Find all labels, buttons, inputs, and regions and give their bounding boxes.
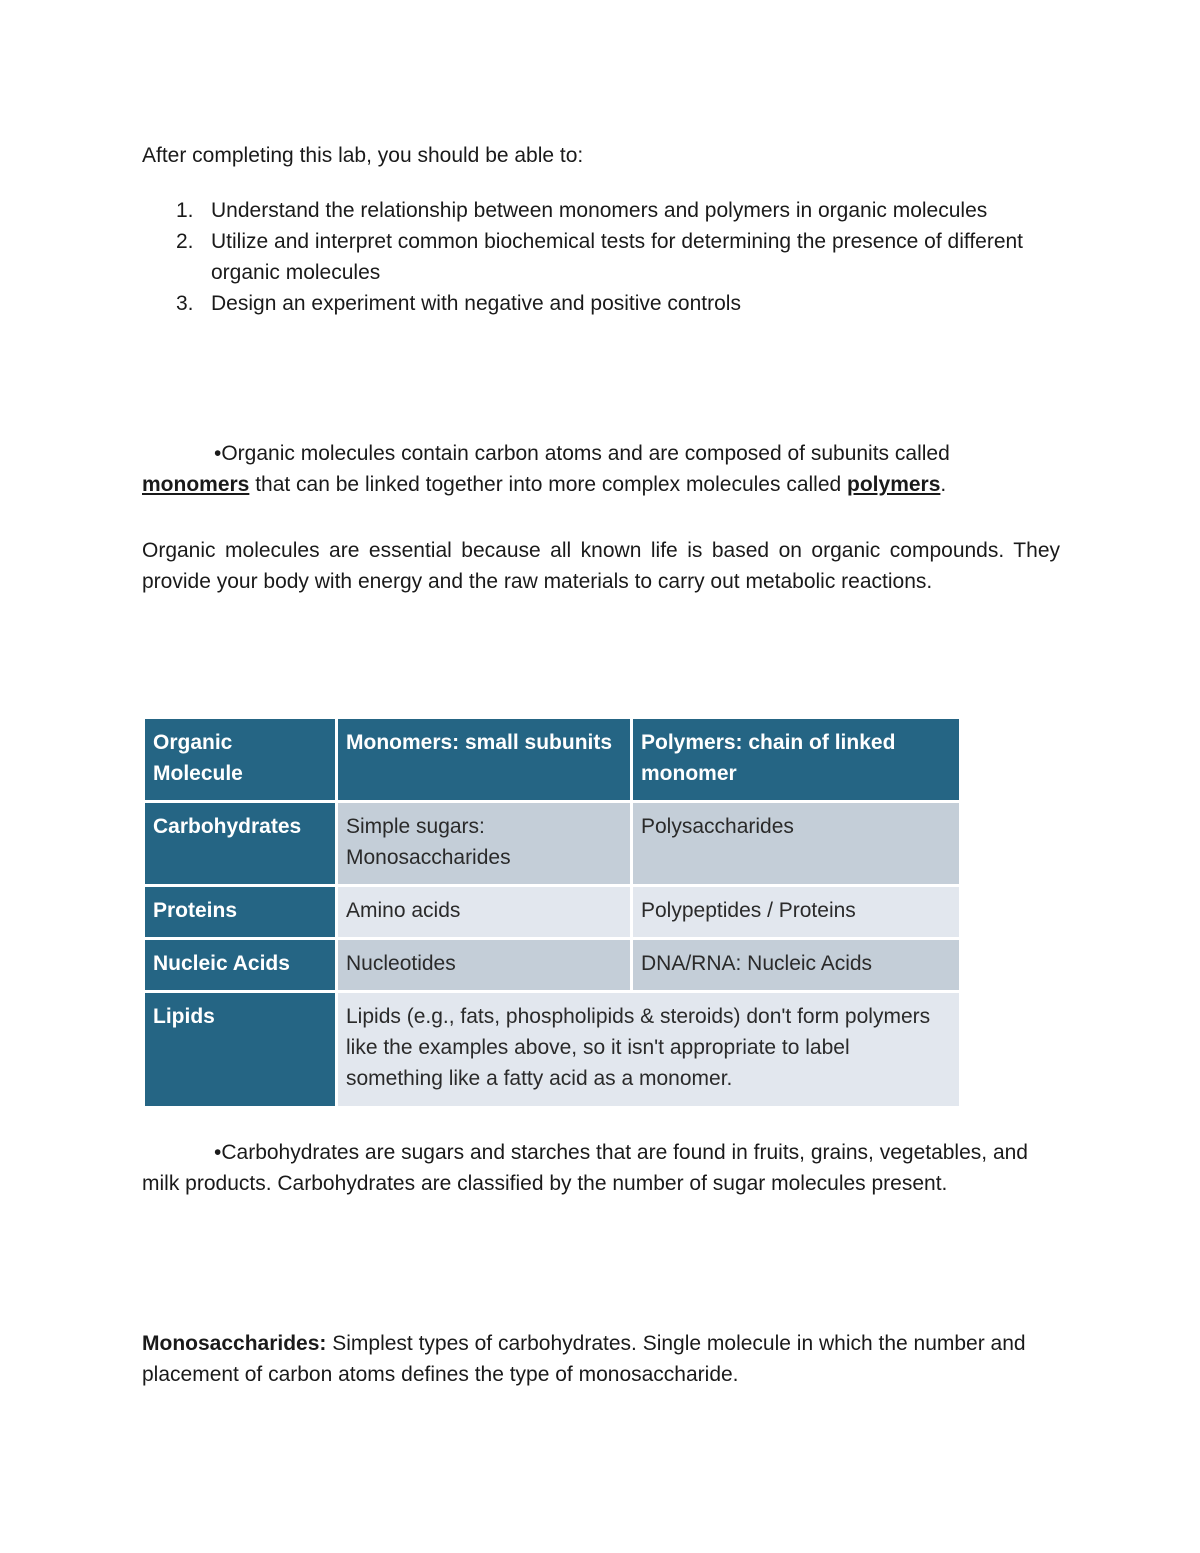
header-polymers: Polymers: chain of linked monomer bbox=[633, 719, 959, 800]
row-note-lipids: Lipids (e.g., fats, phospholipids & steroids) don't form polymers like the examples above, so it isn't appropriate to label something like a fatty acid as a monomer. bbox=[338, 993, 959, 1106]
objective-number: 3. bbox=[176, 292, 194, 315]
organic-molecules-paragraph: Organic molecules are essential because all known life is based on organic compounds. They provide your body with energy and the raw materials to carry out metabolic reactions. bbox=[142, 539, 1060, 593]
objective-text: Utilize and interpret common biochemical tests for determining the presence of different organic molecules bbox=[211, 230, 1024, 284]
term-polymers: polymers bbox=[847, 473, 941, 496]
objective-item bbox=[142, 288, 1062, 319]
row-molecule-lipids: Lipids bbox=[145, 993, 335, 1106]
row-monomer-carbohydrates: Simple sugars: Monosaccharides bbox=[338, 803, 630, 884]
paragraph3-text: •Carbohydrates are sugars and starches that are found in fruits, grains, vegetables, and milk products. Carbohydrates are classified by the number of sugar molecules present. bbox=[142, 1141, 1028, 1195]
organic-molecules-table bbox=[142, 716, 962, 1109]
table-header-row bbox=[145, 719, 959, 800]
table-row bbox=[145, 993, 959, 1106]
objective-text: Design an experiment with negative and positive controls bbox=[211, 292, 741, 315]
term-monosaccharides: Monosaccharides: bbox=[142, 1332, 327, 1355]
objectives-list bbox=[142, 195, 1062, 319]
row-monomer-nucleic-acids: Nucleotides bbox=[338, 940, 630, 990]
row-molecule-nucleic-acids: Nucleic Acids bbox=[145, 940, 335, 990]
term-monomers: monomers bbox=[142, 473, 250, 496]
table-row bbox=[145, 803, 959, 884]
objective-text: Understand the relationship between monomers and polymers in organic molecules bbox=[211, 199, 988, 222]
carbohydrates-paragraph bbox=[142, 1137, 1062, 1199]
row-monomer-proteins: Amino acids bbox=[338, 887, 630, 937]
intro-text: After completing this lab, you should be able to: bbox=[142, 144, 584, 167]
monomers-polymers-paragraph bbox=[142, 438, 1062, 500]
objective-number: 1. bbox=[176, 199, 194, 222]
header-organic-molecule: Organic Molecule bbox=[145, 719, 335, 800]
paragraph1-part3: . bbox=[940, 473, 947, 496]
paragraph1-part1: •Organic molecules contain carbon atoms and are composed of subunits called bbox=[214, 442, 950, 465]
paragraph1-part2: that can be linked together into more complex molecules called bbox=[249, 473, 848, 496]
objective-item bbox=[142, 226, 1062, 288]
row-polymer-proteins: Polypeptides / Proteins bbox=[633, 887, 959, 937]
header-monomers: Monomers: small subunits bbox=[338, 719, 630, 800]
table-row bbox=[145, 940, 959, 990]
row-molecule-carbohydrates: Carbohydrates bbox=[145, 803, 335, 884]
table-row bbox=[145, 887, 959, 937]
objective-number: 2. bbox=[176, 230, 194, 253]
row-molecule-proteins: Proteins bbox=[145, 887, 335, 937]
paragraph4-text: Simplest types of carbohydrates. Single molecule in which the number and placement of carbon atoms defines the type of monosaccharide. bbox=[142, 1332, 1026, 1386]
monosaccharides-paragraph bbox=[142, 1328, 1062, 1390]
row-polymer-carbohydrates: Polysaccharides bbox=[633, 803, 959, 884]
row-polymer-nucleic-acids: DNA/RNA: Nucleic Acids bbox=[633, 940, 959, 990]
objective-item bbox=[142, 195, 1062, 226]
